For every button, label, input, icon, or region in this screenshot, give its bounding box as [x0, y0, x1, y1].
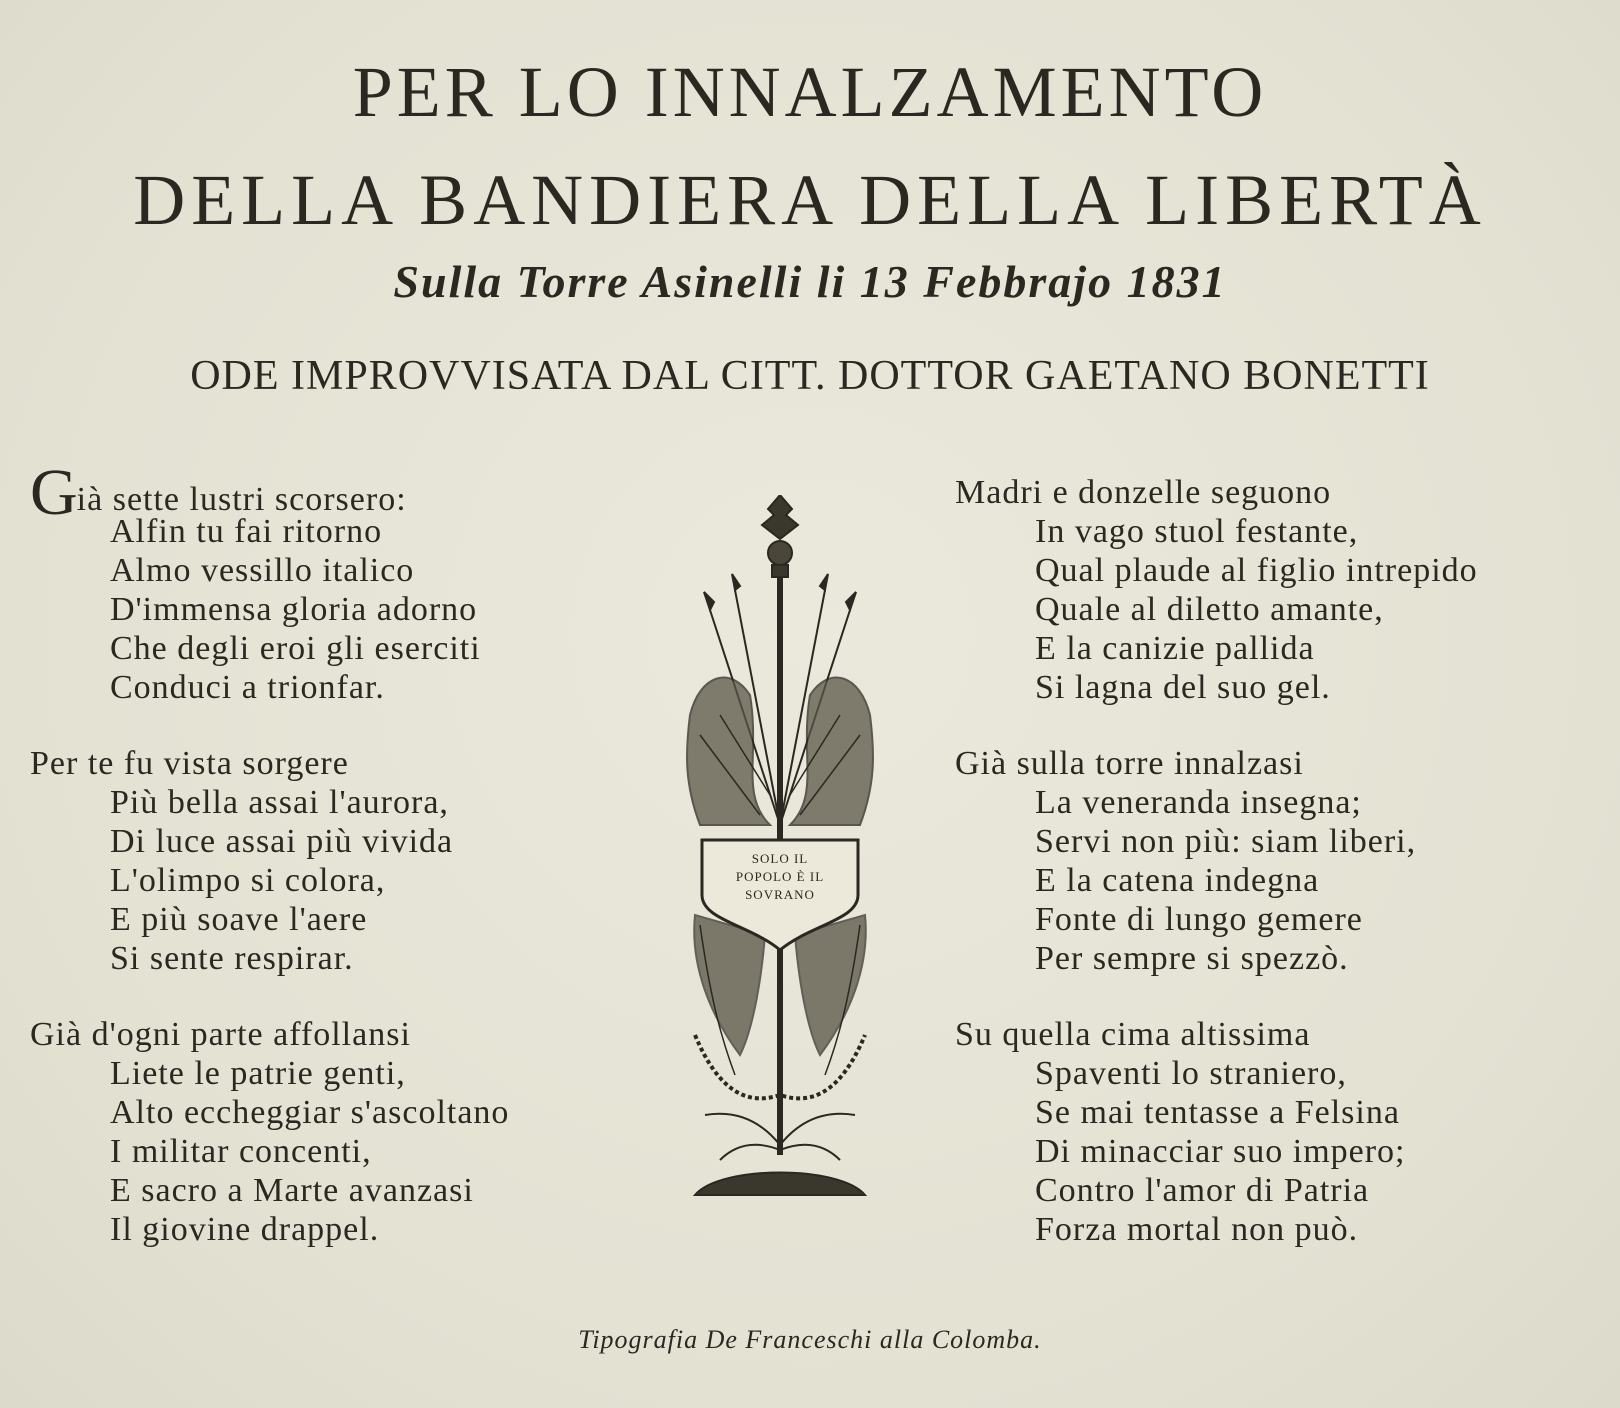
stanza: [30, 1015, 650, 1249]
poem-right-column: [955, 473, 1595, 1286]
verse-line: Contro l'amor di Patria: [1035, 1172, 1370, 1209]
verse-text: ià sette lustri scorsero:: [76, 481, 407, 518]
stanza: [30, 456, 650, 707]
verse-line: Spaventi lo straniero,: [1035, 1055, 1347, 1092]
verse-line: [30, 456, 650, 529]
verse-line: In vago stuol festante,: [1035, 513, 1359, 550]
verse-line: Che degli eroi gli eserciti: [110, 630, 481, 667]
shield-motto-line-2: POPOLO È IL: [735, 869, 825, 884]
verse-line: Già d'ogni parte affollansi: [30, 1016, 411, 1053]
verse-line: Servi non più: siam liberi,: [1035, 823, 1417, 860]
stanza: [955, 744, 1595, 978]
verse-line: D'immensa gloria adorno: [110, 591, 478, 628]
verse-line: L'olimpo si colora,: [110, 862, 386, 899]
verse-line: Alto eccheggiar s'ascoltano: [110, 1094, 510, 1131]
verse-line: E più soave l'aere: [110, 901, 368, 938]
verse-line: La veneranda insegna;: [1035, 784, 1362, 821]
subtitle-dateline: Sulla Torre Asinelli li 13 Febbrajo 1831: [393, 256, 1227, 307]
poem-left-column: [30, 456, 650, 1286]
verse-line: Per sempre si spezzò.: [1035, 940, 1349, 977]
verse-line: Di luce assai più vivida: [110, 823, 454, 860]
verse-line: Si sente respirar.: [110, 940, 354, 977]
printer-imprint: Tipografia De Franceschi alla Colomba.: [578, 1325, 1042, 1354]
liberty-cap-icon: [762, 495, 798, 539]
verse-line: Di minacciar suo impero;: [1035, 1133, 1406, 1170]
stanza: [955, 1015, 1595, 1249]
verse-line: Quale al diletto amante,: [1035, 591, 1384, 628]
verse-line: I militar concenti,: [110, 1133, 372, 1170]
verse-line: E la catena indegna: [1035, 862, 1320, 899]
stanza: [30, 744, 650, 978]
verse-line: Forza mortal non può.: [1035, 1211, 1359, 1248]
verse-line: Alfin tu fai ritorno: [110, 513, 383, 550]
verse-line: Almo vessillo italico: [110, 552, 415, 589]
verse-line: Conduci a trionfar.: [110, 669, 385, 706]
shield-motto-line-1: SOLO IL: [751, 851, 809, 866]
author-byline: ODE IMPROVVISATA DAL CITT. DOTTOR GAETANO BONETTI: [190, 353, 1430, 399]
flag-trophy-emblem: [680, 495, 880, 1215]
verse-line: E sacro a Marte avanzasi: [110, 1172, 474, 1209]
shield-motto-line-3: SOVRANO: [745, 887, 815, 902]
verse-line: Fonte di lungo gemere: [1035, 901, 1363, 938]
verse-line: Più bella assai l'aurora,: [110, 784, 449, 821]
title-line-1: PER LO INNALZAMENTO: [352, 52, 1268, 132]
drop-cap: G: [30, 456, 79, 529]
stanza: [955, 473, 1595, 707]
verse-line: Su quella cima altissima: [955, 1016, 1311, 1053]
verse-line: Qual plaude al figlio intrepido: [1035, 552, 1478, 589]
verse-line: Il giovine drappel.: [110, 1211, 380, 1248]
verse-line: Madri e donzelle seguono: [955, 474, 1332, 511]
verse-line: Si lagna del suo gel.: [1035, 669, 1331, 706]
verse-line: Già sulla torre innalzasi: [955, 745, 1304, 782]
verse-line: Liete le patrie genti,: [110, 1055, 406, 1092]
title-line-2: DELLA BANDIERA DELLA LIBERTÀ: [133, 160, 1487, 240]
verse-line: E la canizie pallida: [1035, 630, 1315, 667]
verse-line: Se mai tentasse a Felsina: [1035, 1094, 1400, 1131]
verse-line: Per te fu vista sorgere: [30, 745, 349, 782]
